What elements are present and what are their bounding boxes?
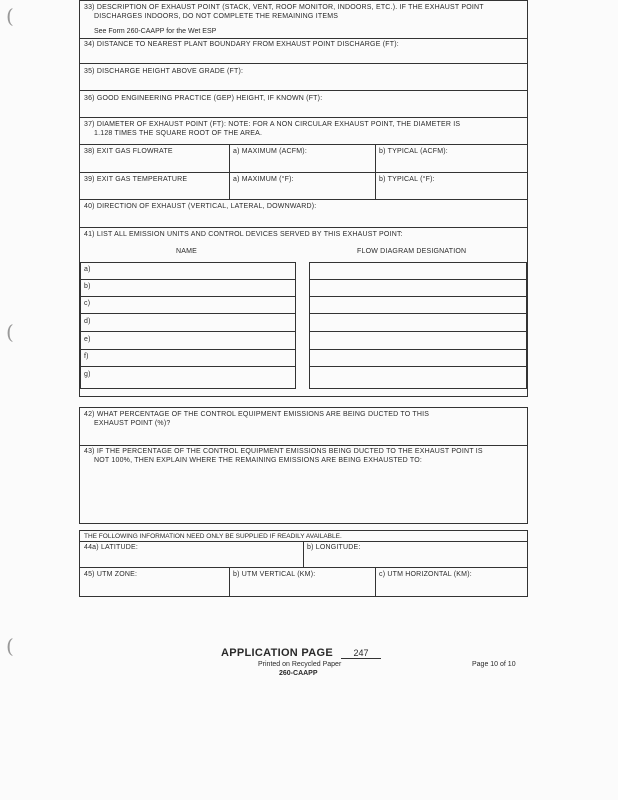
q45-utm-zone-field[interactable]: 45) UTM ZONE: <box>84 571 138 578</box>
q33-answer[interactable]: See Form 260-CAAPP for the Wet ESP <box>94 28 217 35</box>
q41-label: 41) LIST ALL EMISSION UNITS AND CONTROL DEVICES SERVED BY THIS EXHAUST POINT: <box>84 231 403 238</box>
application-page-number: 247 <box>341 648 381 659</box>
q33-label-cont: DISCHARGES INDOORS, DO NOT COMPLETE THE REMAINING ITEMS <box>94 13 339 20</box>
q36-label: 36) GOOD ENGINEERING PRACTICE (GEP) HEIGHT, IF KNOWN (FT): <box>84 95 323 102</box>
q33-label: 33) DESCRIPTION OF EXHAUST POINT (STACK, VENT, ROOF MONITOR, INDOORS, ETC.). IF THE EXHAUST POINT <box>84 4 484 11</box>
q40-label: 40) DIRECTION OF EXHAUST (VERTICAL, LATERAL, DOWNWARD): <box>84 203 317 210</box>
q43-label: 43) IF THE PERCENTAGE OF THE CONTROL EQUIPMENT EMISSIONS BEING DUCTED TO THE EXHAUST POINT IS <box>84 448 483 455</box>
q41-row-label: b) <box>84 283 91 290</box>
page-of-label: Page 10 of 10 <box>472 661 516 668</box>
punch-hole-mark: ( <box>6 320 14 344</box>
q41-row-label: e) <box>84 336 91 343</box>
q41-flow-table <box>309 262 527 389</box>
q41-row-label: g) <box>84 371 91 378</box>
q41-row-label: a) <box>84 266 91 273</box>
form-id: 260-CAAPP <box>279 670 318 677</box>
q39-max-field[interactable]: a) MAXIMUM (°F): <box>233 176 294 183</box>
q38-label: 38) EXIT GAS FLOWRATE <box>84 148 173 155</box>
q34-label: 34) DISTANCE TO NEAREST PLANT BOUNDARY FROM EXHAUST POINT DISCHARGE (FT): <box>84 41 399 48</box>
q43-label-cont: NOT 100%, THEN EXPLAIN WHERE THE REMAINING EMISSIONS ARE BEING EXHAUSTED TO: <box>94 457 423 464</box>
q42-label: 42) WHAT PERCENTAGE OF THE CONTROL EQUIPMENT EMISSIONS ARE BEING DUCTED TO THIS <box>84 411 430 418</box>
q42-label-cont: EXHAUST POINT (%)? <box>94 420 171 427</box>
punch-hole-mark: ( <box>6 634 14 658</box>
q45-utm-horizontal-field[interactable]: c) UTM HORIZONTAL (KM): <box>379 571 472 578</box>
punch-hole-mark: ( <box>6 4 14 28</box>
q38-typical-field[interactable]: b) TYPICAL (ACFM): <box>379 148 448 155</box>
q45-utm-vertical-field[interactable]: b) UTM VERTICAL (KM): <box>233 571 316 578</box>
q44-longitude-field[interactable]: b) LONGITUDE: <box>307 544 361 551</box>
q44-note: THE FOLLOWING INFORMATION NEED ONLY BE SUPPLIED IF READILY AVAILABLE. <box>84 533 342 540</box>
application-page-label: APPLICATION PAGE <box>221 647 333 659</box>
q37-label-cont: 1.128 TIMES THE SQUARE ROOT OF THE AREA. <box>94 130 263 137</box>
q41-name-table <box>80 262 296 389</box>
q41-name-header: NAME <box>176 248 198 255</box>
q39-label: 39) EXIT GAS TEMPERATURE <box>84 176 188 183</box>
recycled-paper-note: Printed on Recycled Paper <box>258 661 342 668</box>
q44-latitude-field[interactable]: 44a) LATITUDE: <box>84 544 139 551</box>
q39-typical-field[interactable]: b) TYPICAL (°F): <box>379 176 435 183</box>
q37-label: 37) DIAMETER OF EXHAUST POINT (FT): NOTE: FOR A NON CIRCULAR EXHAUST POINT, THE DIAMETER IS <box>84 121 461 128</box>
q41-row-label: c) <box>84 300 91 307</box>
q38-max-field[interactable]: a) MAXIMUM (ACFM): <box>233 148 307 155</box>
q41-flow-header: FLOW DIAGRAM DESIGNATION <box>357 248 467 255</box>
q35-label: 35) DISCHARGE HEIGHT ABOVE GRADE (FT): <box>84 68 244 75</box>
q41-row-label: f) <box>84 353 89 360</box>
q41-row-label: d) <box>84 318 91 325</box>
